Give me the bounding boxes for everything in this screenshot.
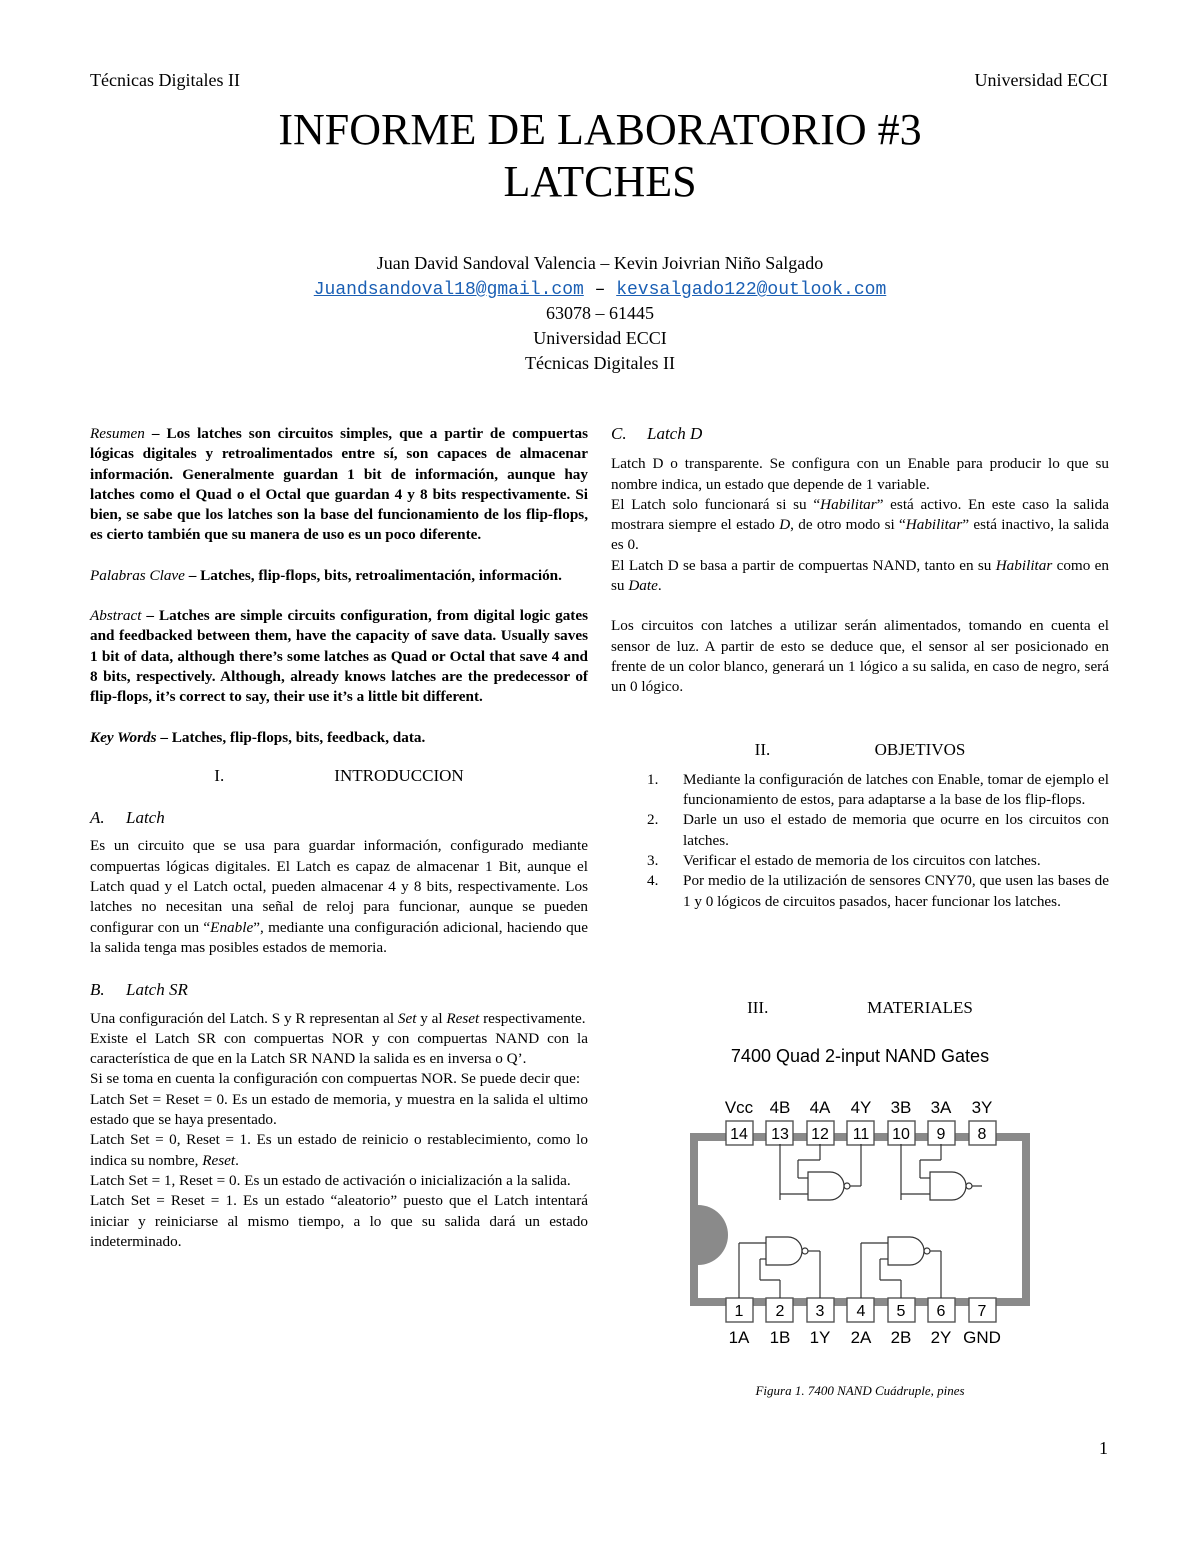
pin-label: 2A (850, 1328, 872, 1347)
palabras-clave-label: Palabras Clave (90, 566, 185, 584)
list-item-number: 1. (647, 770, 659, 788)
subsection-heading-latch-d (611, 424, 1109, 444)
latch-sr-paragraph-3: Si se toma en cuenta la configuración con compuertas NOR. Se puede decir que: (90, 1070, 581, 1088)
latch-d-paragraph-3 (611, 556, 1109, 597)
latch-d-text: ” está inactivo, la salida es 0. (611, 516, 1109, 554)
section-title: OBJETIVOS (874, 739, 966, 759)
subsection-title: Latch D (647, 424, 703, 443)
pin-number: 7 (977, 1303, 987, 1320)
pin-label: 2B (890, 1328, 912, 1347)
resumen-text: – Los latches son circuitos simples, que a partir de compuertas lógicas digitales y retroalimentados entre sí, son capaces de almacenar información. Generalmente guardan 1 bit de información, aunque hay latches como el Quad o el Octal que guardan 4 y 8 bits respectivamente. Si bien, se sabe que los latches son la base del funcionamiento de los flip-flops, es cierto también que su manera de uso es un poco diferente. (90, 425, 588, 544)
right-column (611, 424, 1109, 912)
subsection-heading-latch (90, 808, 588, 828)
pin-number: 11 (852, 1126, 870, 1143)
latch-sr-paragraph-5 (90, 1130, 588, 1171)
subsection-letter: C. (611, 424, 627, 443)
latch-sr-paragraph-6: Latch Set = 1, Reset = 0. Es un estado de activación o inicialización a la salida. (90, 1171, 571, 1189)
paper-title-line2: LATCHES (503, 157, 697, 206)
section-title: INTRODUCCION (334, 765, 464, 785)
latch-d-paragraph-2 (611, 495, 1109, 556)
page-number: 1 (1099, 1438, 1108, 1458)
paper-title-line1: INFORME DE LABORATORIO #3 (278, 105, 922, 154)
list-item-number: 4. (647, 872, 659, 890)
nand-7400-pinout-figure (680, 1040, 1040, 1360)
resumen-label: Resumen (90, 425, 145, 442)
abstract-paragraph (90, 606, 588, 707)
list-item (611, 810, 1109, 851)
latch-d-text: . (657, 577, 662, 595)
latch-sr-text: . (235, 1151, 239, 1169)
pin-number: 1 (734, 1303, 744, 1320)
keywords-label: Key Words (90, 728, 157, 746)
pin-label: 3Y (971, 1098, 993, 1117)
pin-number: 8 (977, 1126, 987, 1143)
latch-sr-text: Latch Set = 0, Reset = 1. Es un estado de reinicio o restablecimiento, como lo indica su nombre, (90, 1131, 588, 1169)
pin-label: 2Y (930, 1328, 952, 1347)
pin-number: 10 (892, 1126, 910, 1143)
latch-d-text: ” está activo. En este caso la salida mostrara siempre el estado (611, 495, 1109, 534)
pin-label: 4B (769, 1098, 791, 1117)
sensor-paragraph: Los circuitos con latches a utilizar serán alimentados, tomando en cuenta el sensor de luz. A partir de esto se deduce que, el sensor al ser posicionado en frente de un color blanco, generará un 1 lógico a su salida, en caso de negro, será un 0 lógico. (611, 617, 1109, 696)
list-item-text: Por medio de la utilización de sensores CNY70, que usen las bases de 1 y 0 lógicos de circuitos pasados, hacer funcionar los latches. (683, 872, 1109, 910)
figure-title: 7400 Quad 2-input NAND Gates (730, 1046, 990, 1066)
pin-label: Vcc (724, 1098, 754, 1117)
pin-label: 4A (809, 1098, 831, 1117)
pin-label: 1B (769, 1328, 791, 1347)
list-item (611, 871, 1109, 912)
habilitar-term: Habilitar (905, 516, 963, 534)
author-names: Juan David Sandoval Valencia – Kevin Joivrian Niño Salgado (376, 253, 824, 273)
latch-d-text: El Latch D se basa a partir de compuertas NAND, tanto en su (611, 556, 996, 574)
list-item-number: 3. (647, 852, 659, 870)
author-email-2[interactable]: kevsalgado122@outlook.com (616, 280, 887, 300)
author-course: Técnicas Digitales II (525, 353, 675, 373)
list-item-text: Mediante la configuración de latches con Enable, tomar de ejemplo el funcionamiento de estos, para adaptarse a la base de los flip-flops. (683, 770, 1109, 809)
d-term: D (779, 516, 791, 534)
keywords-text: – Latches, flip-flops, bits, feedback, data. (156, 728, 426, 746)
pin-label: 3A (930, 1098, 952, 1117)
list-item (611, 770, 1109, 811)
subsection-letter: B. (90, 980, 105, 1000)
latch-sr-paragraph-1 (90, 1009, 588, 1029)
left-column (90, 424, 588, 1252)
subsection-letter: A. (90, 808, 105, 828)
latch-text-2: ”, mediante una configuración adicional, haciendo que la salida tenga mas posibles estados de memoria. (90, 918, 588, 956)
latch-sr-text: y al (416, 1009, 447, 1027)
section-number: II. (754, 739, 771, 759)
pin-label: 1A (728, 1328, 750, 1347)
pin-number: 14 (730, 1126, 748, 1143)
list-item (611, 851, 1109, 871)
objectives-list (611, 770, 1109, 912)
author-email-1[interactable]: Juandsandoval18@gmail.com (313, 280, 584, 300)
subsection-title: Latch (126, 808, 165, 828)
section-heading-introduccion (90, 766, 588, 786)
pin-label: 4Y (850, 1098, 872, 1117)
set-term: Set (397, 1009, 417, 1027)
latch-sr-text: Una configuración del Latch. S y R representan al (90, 1009, 398, 1027)
figure-caption: Figura 1. 7400 NAND Cuádruple, pines (755, 1383, 965, 1398)
habilitar-term: Habilitar (995, 556, 1053, 574)
pin-label: 3B (890, 1098, 912, 1117)
reset-term: Reset (202, 1151, 236, 1169)
pin-number: 9 (936, 1126, 946, 1143)
pin-number: 2 (775, 1303, 785, 1320)
date-term: Date (628, 577, 658, 595)
pin-number: 6 (936, 1303, 946, 1320)
pin-number: 12 (811, 1126, 829, 1143)
section-heading-materiales (611, 998, 1109, 1018)
latch-enable-term: Enable (210, 918, 254, 936)
palabras-clave-paragraph (90, 566, 588, 586)
reset-term: Reset (446, 1009, 480, 1027)
section-heading-objetivos (611, 740, 1109, 760)
author-university: Universidad ECCI (533, 328, 667, 348)
pin-number: 13 (771, 1126, 789, 1143)
latch-sr-text: respectivamente. (479, 1009, 586, 1027)
latch-sr-paragraph-7: Latch Set = Reset = 1. Es un estado “aleatorio” puesto que el Latch intentará iniciar y reiniciarse al mismo tiempo, a lo que su salida dará un estado indeterminado. (90, 1192, 588, 1250)
email-separator: – (583, 280, 617, 300)
latch-sr-paragraph-2: Existe el Latch SR con compuertas NOR y con compuertas NAND con la característica de que en la Latch SR NAND la salida es en inversa o Q’. (90, 1029, 588, 1068)
latch-d-text: , de otro modo si “ (790, 516, 906, 534)
pin-number: 5 (896, 1303, 906, 1320)
latch-sr-paragraph-4: Latch Set = Reset = 0. Es un estado de memoria, y muestra en la salida el ultimo estado que se haya presentado. (90, 1090, 588, 1129)
latch-d-paragraph-1: Latch D o transparente. Se configura con un Enable para producir lo que su nombre indica, un estado que depende de 1 variable. (611, 455, 1109, 493)
latch-text-1: Es un circuito que se usa para guardar información, configurado mediante compuertas lógicas digitales. El Latch es capaz de almacenar 1 Bit, aunque el Latch quad y el Latch octal, pueden almacenar 4 y 8 bits, respectivamente. Los latches no necesitan una señal de reloj para funcionar, aunque se pueden configurar con un “ (90, 837, 588, 936)
pin-number: 4 (856, 1303, 866, 1320)
habilitar-term: Habilitar (820, 495, 877, 513)
list-item-text: Verificar el estado de memoria de los circuitos con latches. (683, 852, 1041, 870)
running-header-left: Técnicas Digitales II (90, 70, 240, 90)
author-emails (0, 276, 1200, 303)
ic-body (694, 1137, 1026, 1302)
author-ids: 63078 – 61445 (546, 303, 654, 323)
latch-paragraph (90, 836, 588, 958)
latch-d-text: El Latch solo funcionará si su “ (611, 495, 821, 513)
palabras-clave-text: – Latches, flip-flops, bits, retroalimentación, información. (184, 566, 562, 584)
pin-number: 3 (815, 1303, 825, 1320)
subsection-heading-latch-sr (90, 980, 588, 1000)
pin-label: GND (963, 1328, 1001, 1347)
section-number: III. (747, 998, 769, 1017)
latch-d-text: como en su (611, 556, 1109, 595)
abstract-label: Abstract (90, 607, 142, 625)
section-number: I. (214, 765, 225, 785)
resumen-paragraph (90, 424, 588, 546)
pin-label: 1Y (809, 1328, 831, 1347)
section-title: MATERIALES (867, 998, 973, 1017)
keywords-paragraph (90, 728, 588, 748)
running-header-right: Universidad ECCI (974, 70, 1108, 90)
list-item-number: 2. (647, 811, 659, 829)
subsection-title: Latch SR (126, 980, 188, 1000)
list-item-text: Darle un uso el estado de memoria que ocurre en los circuitos con latches. (683, 811, 1109, 849)
abstract-text: – Latches are simple circuits configuration, from digital logic gates and feedbacked between them, have the capacity of save data. Usually saves 1 bit of data, although there’s some latches as Quad or Octal that save 4 and 8 bits, respectively. Although, already knows latches are the predecessor of flip-flops, it’s correct to say, their use it’s a little bit different. (90, 607, 588, 706)
